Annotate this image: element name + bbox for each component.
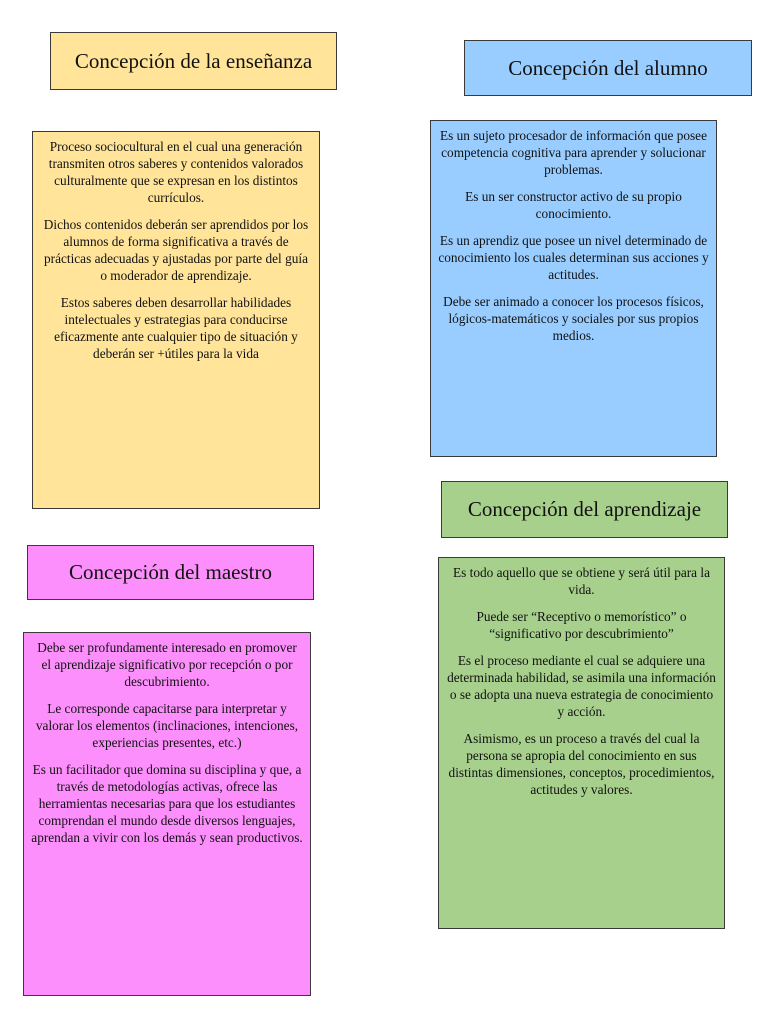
paragraph: Es un sujeto procesador de información que posee competencia cognitiva para aprender y solucionar problemas. bbox=[440, 128, 707, 177]
paragraph: Proceso sociocultural en el cual una generación transmiten otros saberes y contenidos valorados culturalmente que se expresan en los distintos currículos. bbox=[48, 139, 304, 205]
title-ensenanza bbox=[50, 32, 337, 90]
paragraph: Debe ser profundamente interesado en promover el aprendizaje significativo por recepción o por descubrimiento. bbox=[37, 640, 297, 689]
title-aprendizaje-text: Concepción del aprendizaje bbox=[467, 497, 702, 521]
panel-alumno bbox=[430, 120, 717, 457]
paragraph: Asimismo, es un proceso a través del cual la persona se apropia del conocimiento en sus distintas dimensiones, conceptos, procedimientos, actitudes y valores. bbox=[448, 731, 715, 797]
title-alumno-text: Concepción del alumno bbox=[508, 55, 708, 80]
paragraph: Es el proceso mediante el cual se adquiere una determinada habilidad, se asimila una información o se adopta una nueva estrategia de conocimiento y acción. bbox=[447, 653, 716, 719]
panel-maestro bbox=[23, 632, 311, 996]
paragraph: Es un facilitador que domina su disciplina y que, a través de metodologías activas, ofrece las herramientas necesarias para que los estudiantes comprendan el mundo desde diversos lenguajes, aprendan a vivir con los demás y sean productivos. bbox=[31, 762, 303, 845]
title-maestro bbox=[27, 545, 314, 600]
title-maestro-text: Concepción del maestro bbox=[69, 560, 272, 584]
paragraph: Es un ser constructor activo de su propio conocimiento. bbox=[465, 189, 682, 221]
paragraph: Estos saberes deben desarrollar habilidades intelectuales y estrategias para conducirse eficazmente ante cualquier tipo de situación y deberán ser +útiles para la vida bbox=[54, 295, 298, 361]
title-alumno bbox=[464, 40, 752, 96]
paragraph: Es un aprendiz que posee un nivel determinado de conocimiento los cuales determinan sus acciones y actitudes. bbox=[438, 233, 709, 282]
paragraph: Puede ser “Receptivo o memorístico” o “significativo por descubrimiento” bbox=[476, 609, 687, 641]
paragraph: Le corresponde capacitarse para interpretar y valorar los elementos (inclinaciones, intenciones, experiencias presentes, etc.) bbox=[35, 701, 299, 750]
paragraph: Dichos contenidos deberán ser aprendidos por los alumnos de forma significativa a través de prácticas adecuadas y ajustadas por parte del guía o moderador de aprendizaje. bbox=[43, 217, 309, 283]
paragraph: Debe ser animado a conocer los procesos físicos, lógicos-matemáticos y sociales por sus propios medios. bbox=[443, 294, 704, 343]
title-aprendizaje bbox=[441, 481, 728, 538]
panel-ensenanza bbox=[32, 131, 320, 509]
panel-aprendizaje bbox=[438, 557, 725, 929]
title-ensenanza-text: Concepción de la enseñanza bbox=[74, 48, 313, 73]
paragraph: Es todo aquello que se obtiene y será útil para la vida. bbox=[453, 565, 710, 597]
